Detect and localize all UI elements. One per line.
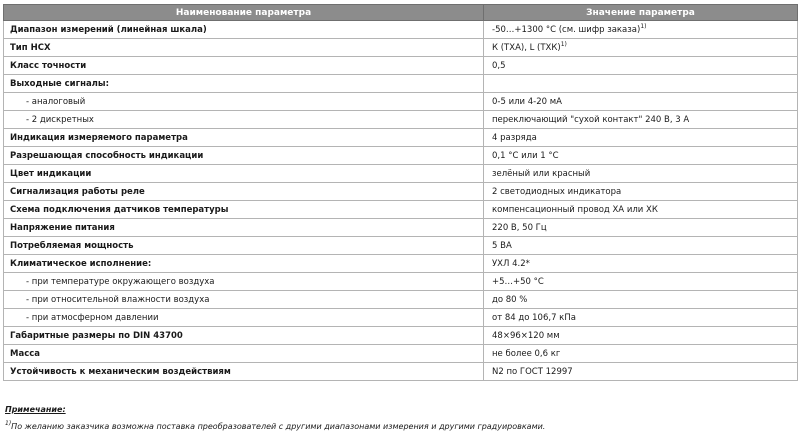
value-text: -50…+1300 °С (см. шифр заказа) (492, 24, 641, 35)
value-cell (484, 201, 798, 219)
param-cell: Схема подключения датчиков температуры (4, 201, 484, 219)
value-text: 5 ВА (492, 240, 512, 251)
spec-table (3, 4, 798, 381)
value-text: 220 В, 50 Гц (492, 222, 547, 233)
table-row (4, 93, 798, 111)
value-text: N2 по ГОСТ 12997 (492, 366, 573, 377)
param-cell: Габаритные размеры по DIN 43700 (4, 327, 484, 345)
value-cell (484, 183, 798, 201)
value-cell (484, 255, 798, 273)
value-text: +5…+50 °С (492, 276, 544, 287)
param-cell: - аналоговый (4, 93, 484, 111)
table-row (4, 363, 798, 381)
value-text: переключающий "сухой контакт" 240 В, 3 А (492, 114, 690, 125)
table-row (4, 201, 798, 219)
note-title: Примечание: (5, 405, 66, 414)
value-cell (484, 345, 798, 363)
note-body: По желанию заказчика возможна поставка преобразователей с другими диапазонами измерения и другими градуировками. (11, 422, 546, 431)
param-cell: Тип НСХ (4, 39, 484, 57)
spec-table-body (4, 21, 798, 381)
value-text: не более 0,6 кг (492, 348, 561, 359)
table-row (4, 129, 798, 147)
param-cell: Сигнализация работы реле (4, 183, 484, 201)
value-text: 0-5 или 4-20 мА (492, 96, 562, 107)
table-header-row (4, 5, 798, 21)
table-row (4, 309, 798, 327)
header-value: Значение параметра (484, 5, 798, 21)
table-row (4, 273, 798, 291)
param-cell: Разрешающая способность индикации (4, 147, 484, 165)
footnote-marker: 1) (560, 40, 567, 48)
param-cell: Выходные сигналы: (4, 75, 484, 93)
value-text: 0,1 °С или 1 °С (492, 150, 559, 161)
note-marker: 1) (5, 420, 12, 427)
table-row (4, 345, 798, 363)
table-row (4, 291, 798, 309)
param-cell: Индикация измеряемого параметра (4, 129, 484, 147)
param-cell: - при атмосферном давлении (4, 309, 484, 327)
value-cell (484, 363, 798, 381)
value-cell (484, 309, 798, 327)
value-cell (484, 75, 798, 93)
value-text: до 80 % (492, 294, 528, 305)
value-cell (484, 93, 798, 111)
table-row (4, 237, 798, 255)
value-cell (484, 273, 798, 291)
param-cell: Потребляемая мощность (4, 237, 484, 255)
table-row (4, 21, 798, 39)
param-cell: Класс точности (4, 57, 484, 75)
value-text: зелёный или красный (492, 168, 591, 179)
value-cell (484, 165, 798, 183)
param-cell: Цвет индикации (4, 165, 484, 183)
param-cell: - 2 дискретных (4, 111, 484, 129)
param-cell: Диапазон измерений (линейная шкала) (4, 21, 484, 39)
table-row (4, 111, 798, 129)
table-row (4, 219, 798, 237)
value-cell (484, 147, 798, 165)
value-text: УХЛ 4.2* (492, 258, 530, 269)
param-cell: Масса (4, 345, 484, 363)
table-row (4, 165, 798, 183)
footnote-marker: 1) (640, 22, 647, 30)
value-cell (484, 237, 798, 255)
param-cell: - при относительной влажности воздуха (4, 291, 484, 309)
value-text: 2 светодиодных индикатора (492, 186, 622, 197)
value-cell (484, 291, 798, 309)
note-text (5, 422, 545, 431)
table-row (4, 39, 798, 57)
value-cell (484, 39, 798, 57)
value-cell (484, 111, 798, 129)
table-row (4, 183, 798, 201)
value-cell (484, 57, 798, 75)
value-cell (484, 219, 798, 237)
value-text: от 84 до 106,7 кПа (492, 312, 576, 323)
param-cell: - при температуре окружающего воздуха (4, 273, 484, 291)
value-text: 0,5 (492, 60, 506, 71)
table-row (4, 75, 798, 93)
table-row (4, 255, 798, 273)
param-cell: Устойчивость к механическим воздействиям (4, 363, 484, 381)
value-text: К (ТХА), L (ТХК) (492, 42, 561, 53)
value-cell (484, 129, 798, 147)
table-row (4, 327, 798, 345)
value-text: компенсационный провод ХА или ХК (492, 204, 658, 215)
value-cell (484, 21, 798, 39)
value-cell (484, 327, 798, 345)
table-row (4, 57, 798, 75)
param-cell: Напряжение питания (4, 219, 484, 237)
value-text: 4 разряда (492, 132, 537, 143)
param-cell: Климатическое исполнение: (4, 255, 484, 273)
header-param: Наименование параметра (4, 5, 484, 21)
value-text: 48×96×120 мм (492, 330, 560, 341)
table-row (4, 147, 798, 165)
